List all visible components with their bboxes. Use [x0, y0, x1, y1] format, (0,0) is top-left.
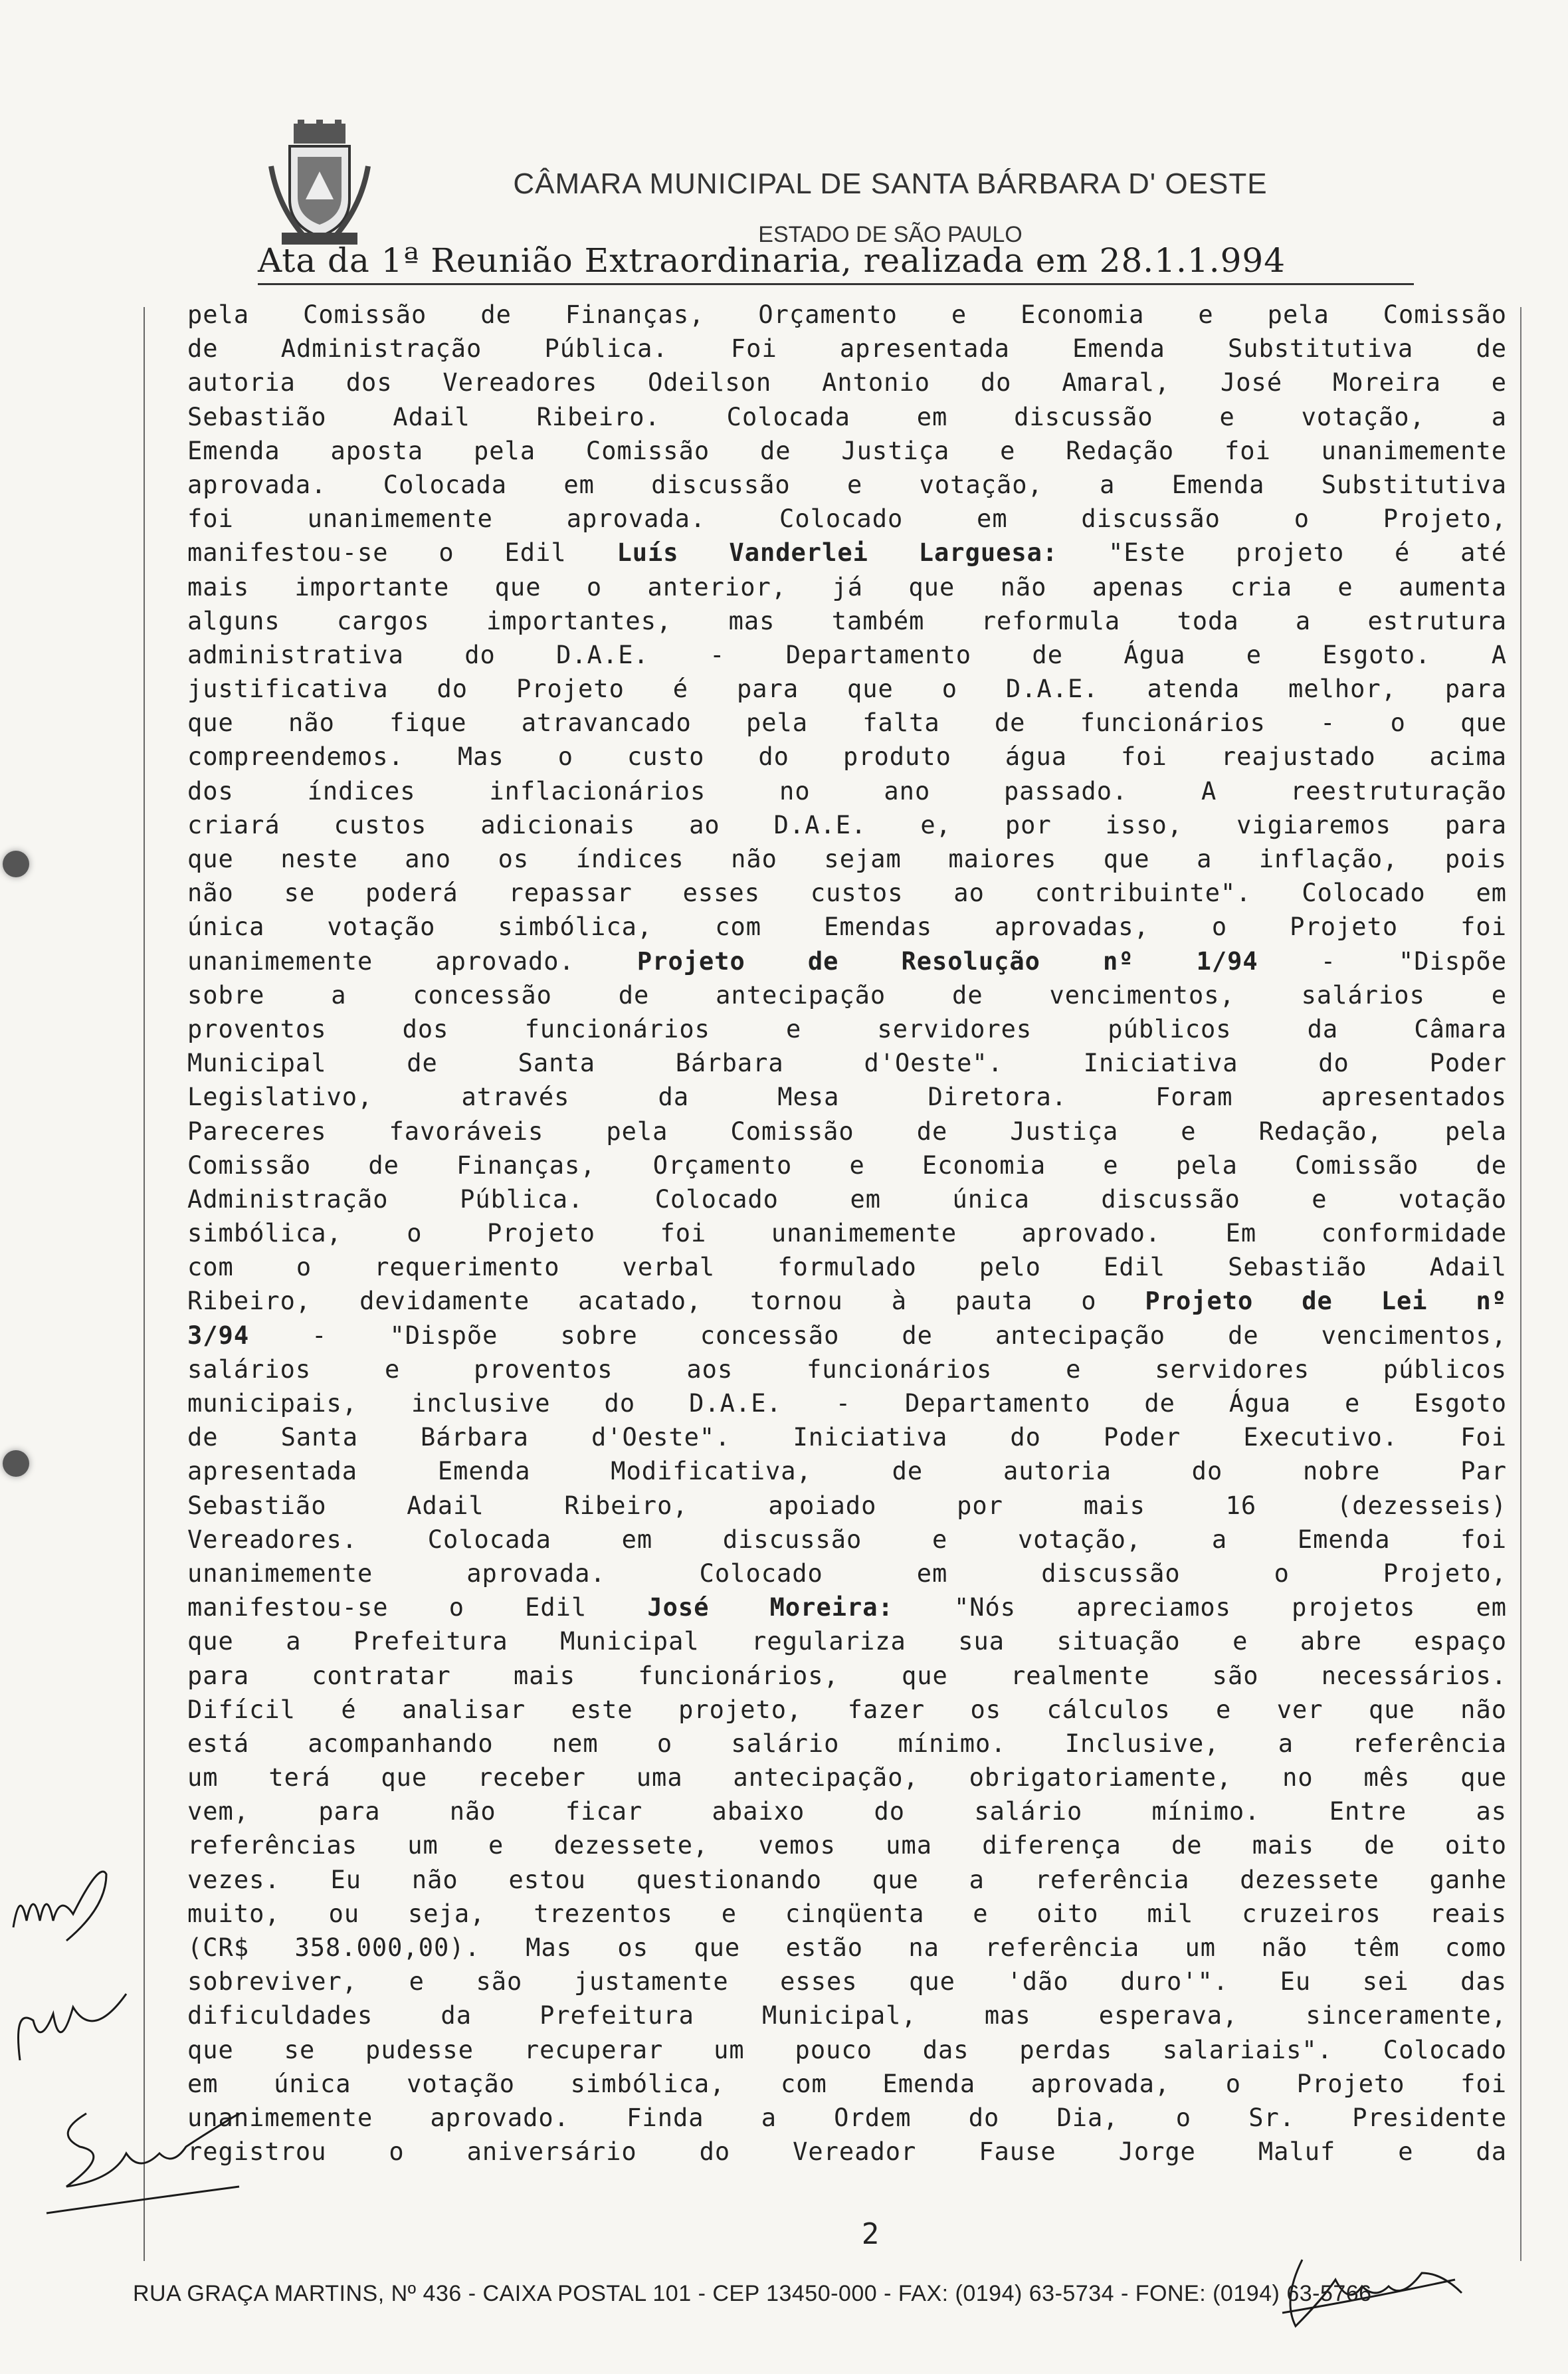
text-line: dificuldades da Prefeitura Municipal, mas esperava, sinceramente, [187, 2001, 1507, 2030]
text-run: "Este projeto é até [1058, 538, 1507, 568]
text-line: Vereadores. Colocada em discussão e votação, a Emenda foi [187, 1525, 1507, 1554]
text-line: alguns cargos importantes, mas também reformula toda a estrutura [187, 606, 1507, 635]
text-line: está acompanhando nem o salário mínimo. Inclusive, a referência [187, 1729, 1507, 1758]
bill-number: 3/94 [187, 1321, 250, 1350]
text-line: que neste ano os índices não sejam maiores que a inflação, pois [187, 845, 1507, 873]
text-run: unanimemente aprovado. [187, 946, 637, 976]
text-line: aprovada. Colocada em discussão e votação, a Emenda Substitutiva [187, 470, 1507, 499]
text-line: em única votação simbólica, com Emenda aprovada, o Projeto foi [187, 2069, 1507, 2098]
text-line: sobre a concessão de antecipação de vencimentos, salários e [187, 980, 1507, 1010]
text-line: Difícil é analisar este projeto, fazer os cálculos e ver que não [187, 1695, 1507, 1724]
text-line: salários e proventos aos funcionários e servidores públicos [187, 1354, 1507, 1384]
text-run: Ribeiro, devidamente acatado, tornou à pauta o [187, 1287, 1145, 1316]
text-line: justificativa do Projeto é para que o D.A.E. atenda melhor, para [187, 675, 1507, 704]
bill-title: Projeto de Lei nº [1145, 1287, 1507, 1316]
text-line: com o requerimento verbal formulado pelo Edil Sebastião Adail [187, 1253, 1507, 1282]
text-line: dos índices inflacionários no ano passado. A reestruturação [187, 776, 1507, 806]
text-line: compreendemos. Mas o custo do produto água foi reajustado acima [187, 742, 1507, 772]
text-line: registrou o aniversário do Vereador Fause Jorge Maluf e da [187, 2137, 1507, 2167]
punch-hole-bottom [3, 1450, 29, 1477]
state-name: ESTADO DE SÃO PAULO [758, 222, 1023, 247]
text-run: manifestou-se o Edil [187, 1593, 648, 1622]
page-number: 2 [861, 2217, 880, 2251]
text-run: "Nós apreciamos projetos em [893, 1593, 1507, 1622]
text-line [187, 1319, 1507, 1352]
resolution-title: Projeto de Resolução nº 1/94 [637, 946, 1258, 976]
text-line: que não fique atravancado pela falta de funcionários - o que [187, 708, 1507, 738]
text-line: Emenda aposta pela Comissão de Justiça e Redação foi unanimemente [187, 436, 1507, 465]
text-line: referências um e dezessete, vemos uma diferença de mais de oito [187, 1831, 1507, 1860]
speaker-name: Luís Vanderlei Larguesa: [617, 538, 1058, 568]
institution-name: CÂMARA MUNICIPAL DE SANTA BÁRBARA D' OESTE [513, 167, 1268, 200]
text-line: foi unanimemente aprovada. Colocado em discussão o Projeto, [187, 504, 1507, 534]
text-line: Pareceres favoráveis pela Comissão de Justiça e Redação, pela [187, 1117, 1507, 1146]
text-line: única votação simbólica, com Emendas aprovadas, o Projeto foi [187, 913, 1507, 942]
right-margin-rule [1520, 307, 1521, 2261]
text-run: manifestou-se o Edil [187, 538, 617, 568]
text-line: Comissão de Finanças, Orçamento e Economia e pela Comissão de [187, 1150, 1507, 1180]
text-line: municipais, inclusive do D.A.E. - Departamento de Água e Esgoto [187, 1389, 1507, 1418]
text-line: que a Prefeitura Municipal regulariza sua situação e abre espaço [187, 1627, 1507, 1656]
text-line: muito, ou seja, trezentos e cinqüenta e oito mil cruzeiros reais [187, 1899, 1507, 1928]
text-line: Legislativo, através da Mesa Diretora. Foram apresentados [187, 1083, 1507, 1112]
punch-hole-top [3, 851, 29, 877]
text-line: unanimemente aprovada. Colocado em discussão o Projeto, [187, 1559, 1507, 1588]
margin-signature-3-icon [40, 2087, 252, 2220]
coat-of-arms-icon [264, 120, 375, 250]
margin-signature-2-icon [7, 1967, 153, 2074]
text-line: proventos dos funcionários e servidores públicos da Câmara [187, 1014, 1507, 1043]
text-line: para contratar mais funcionários, que realmente são necessários. [187, 1661, 1507, 1690]
text-run: - "Dispõe [1258, 946, 1507, 976]
speaker-name: José Moreira: [647, 1593, 894, 1622]
minutes-title: Ata da 1ª Reunião Extraordinaria, realizada em 28.1.1.994 [258, 241, 1414, 285]
text-line: que se pudesse recuperar um pouco das perdas salariais". Colocado [187, 2035, 1507, 2064]
text-line: Sebastião Adail Ribeiro. Colocada em discussão e votação, a [187, 402, 1507, 431]
text-line: unanimemente aprovado. Finda a Ordem do Dia, o Sr. Presidente [187, 2103, 1507, 2132]
text-line: apresentada Emenda Modificativa, de autoria do nobre Par [187, 1457, 1507, 1486]
minutes-body [187, 298, 1507, 2169]
text-line: de Administração Pública. Foi apresentada Emenda Substitutiva de [187, 334, 1507, 364]
text-line: autoria dos Vereadores Odeilson Antonio do Amaral, José Moreira e [187, 368, 1507, 397]
text-line [187, 1284, 1507, 1318]
text-line: sobreviver, e são justamente esses que 'dão duro'". Eu sei das [187, 1967, 1507, 1996]
text-line [187, 1590, 1507, 1624]
text-run: - "Dispõe sobre concessão de antecipação de vencimentos, [249, 1321, 1507, 1350]
text-line: administrativa do D.A.E. - Departamento de Água e Esgoto. A [187, 640, 1507, 669]
text-line: não se poderá repassar esses custos ao contribuinte". Colocado em [187, 879, 1507, 908]
text-line: Sebastião Adail Ribeiro, apoiado por mais 16 (dezesseis) [187, 1491, 1507, 1520]
text-line: simbólica, o Projeto foi unanimemente aprovado. Em conformidade [187, 1219, 1507, 1248]
text-line: criará custos adicionais ao D.A.E. e, por isso, vigiaremos para [187, 810, 1507, 839]
text-line: (CR$ 358.000,00). Mas os que estão na referência um não têm como [187, 1933, 1507, 1962]
margin-signature-1-icon [7, 1848, 140, 1961]
text-line: mais importante que o anterior, já que não apenas cria e aumenta [187, 572, 1507, 601]
address-footer: RUA GRAÇA MARTINS, Nº 436 - CAIXA POSTAL 101 - CEP 13450-000 - FAX: (0194) 63-5734 - FONE: (0194) 63-5766 [133, 2281, 1372, 2306]
text-line: vem, para não ficar abaixo do salário mínimo. Entre as [187, 1797, 1507, 1826]
text-line [187, 944, 1507, 978]
text-line: Municipal de Santa Bárbara d'Oeste". Iniciativa do Poder [187, 1049, 1507, 1078]
text-line: de Santa Bárbara d'Oeste". Iniciativa do Poder Executivo. Foi [187, 1423, 1507, 1452]
text-line: um terá que receber uma antecipação, obrigatoriamente, no mês que [187, 1763, 1507, 1792]
text-line: vezes. Eu não estou questionando que a referência dezessete ganhe [187, 1865, 1507, 1894]
text-line: pela Comissão de Finanças, Orçamento e Economia e pela Comissão [187, 300, 1507, 329]
text-line: Administração Pública. Colocado em única discussão e votação [187, 1184, 1507, 1214]
text-line [187, 536, 1507, 570]
